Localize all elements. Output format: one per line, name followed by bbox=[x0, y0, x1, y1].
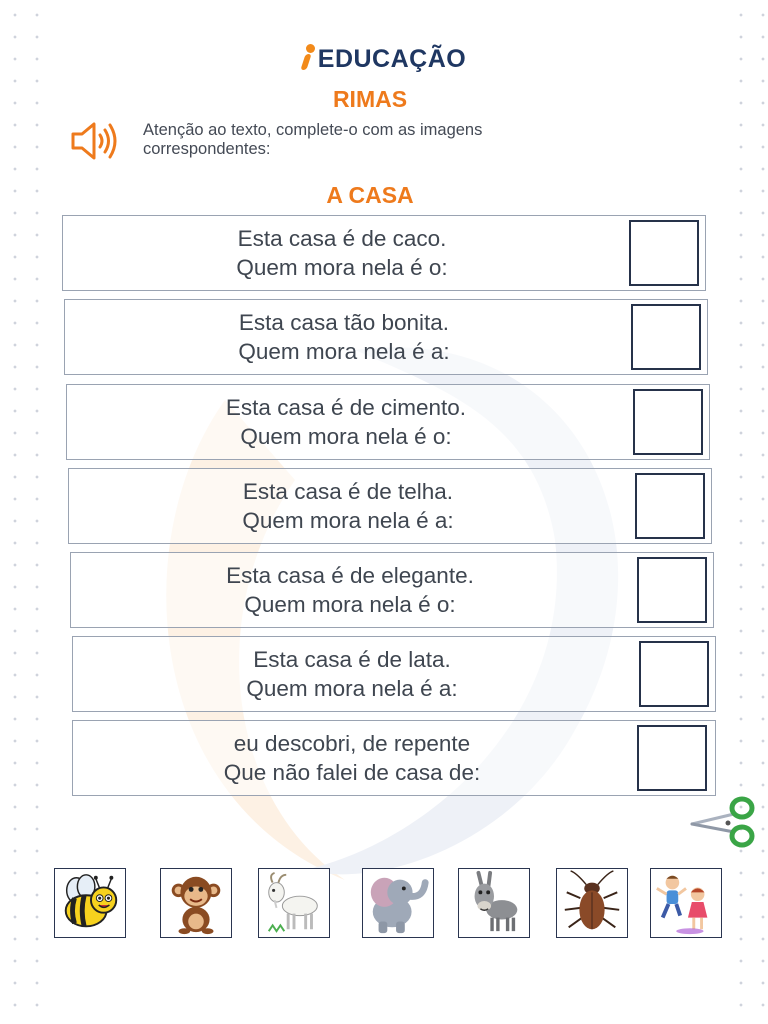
verse-row bbox=[72, 720, 716, 796]
verse-line-2: Quem mora nela é o: bbox=[236, 255, 448, 280]
story-title: A CASA bbox=[326, 182, 414, 208]
cockroach-icon bbox=[557, 869, 627, 937]
verse-row bbox=[70, 552, 714, 628]
scissors-icon bbox=[690, 792, 756, 848]
goat-icon bbox=[259, 869, 329, 937]
verse-text bbox=[69, 477, 627, 535]
monkey-icon bbox=[161, 869, 231, 937]
elephant-icon bbox=[363, 869, 433, 937]
verse-row bbox=[64, 299, 708, 375]
bee-icon bbox=[55, 869, 125, 937]
verse-line-1: Esta casa é de caco. bbox=[237, 226, 447, 251]
verse-row bbox=[72, 636, 716, 712]
elephant-card[interactable] bbox=[362, 868, 434, 938]
children-icon bbox=[651, 869, 721, 937]
verse-line-2: Que não falei de casa de: bbox=[223, 760, 481, 785]
monkey-card[interactable] bbox=[160, 868, 232, 938]
verse-line-1: Esta casa tão bonita. bbox=[238, 310, 450, 335]
verse-text bbox=[73, 729, 631, 787]
logo-i-icon bbox=[302, 44, 316, 70]
verse-row bbox=[68, 468, 712, 544]
donkey-icon bbox=[459, 869, 529, 937]
verse-line-1: Esta casa é de lata. bbox=[253, 647, 451, 672]
answer-box[interactable] bbox=[631, 304, 701, 370]
answer-box[interactable] bbox=[635, 473, 705, 539]
children-card[interactable] bbox=[650, 868, 722, 938]
verse-text bbox=[67, 393, 625, 451]
logo-text: EDUCAÇÃO bbox=[317, 45, 467, 73]
verse-line-1: Esta casa é de elegante. bbox=[226, 563, 474, 588]
verse-text bbox=[71, 561, 629, 619]
goat-card[interactable] bbox=[258, 868, 330, 938]
answer-box[interactable] bbox=[639, 641, 709, 707]
verse-text bbox=[65, 308, 623, 366]
verse-line-1: Esta casa é de cimento. bbox=[225, 395, 467, 420]
answer-box[interactable] bbox=[637, 557, 707, 623]
page-title: RIMAS bbox=[332, 86, 408, 112]
verse-row bbox=[66, 384, 710, 460]
donkey-card[interactable] bbox=[458, 868, 530, 938]
verse-line-1: eu descobri, de repente bbox=[233, 731, 471, 756]
bee-card[interactable] bbox=[54, 868, 126, 938]
verse-text bbox=[73, 645, 631, 703]
verse-text bbox=[63, 224, 621, 282]
verse-line-2: Quem mora nela é a: bbox=[246, 676, 458, 701]
verse-line-2: Quem mora nela é a: bbox=[242, 508, 454, 533]
cockroach-card[interactable] bbox=[556, 868, 628, 938]
instructions-text: Atenção ao texto, complete-o com as imagens correspondentes: bbox=[143, 121, 483, 158]
verse-line-2: Quem mora nela é o: bbox=[240, 424, 452, 449]
verse-line-1: Esta casa é de telha. bbox=[242, 479, 454, 504]
verse-line-2: Quem mora nela é a: bbox=[238, 339, 450, 364]
answer-box[interactable] bbox=[633, 389, 703, 455]
verse-row bbox=[62, 215, 706, 291]
brand-logo bbox=[0, 44, 768, 74]
answer-box[interactable] bbox=[637, 725, 707, 791]
speaker-icon[interactable] bbox=[70, 120, 118, 162]
answer-box[interactable] bbox=[629, 220, 699, 286]
verse-line-2: Quem mora nela é o: bbox=[244, 592, 456, 617]
